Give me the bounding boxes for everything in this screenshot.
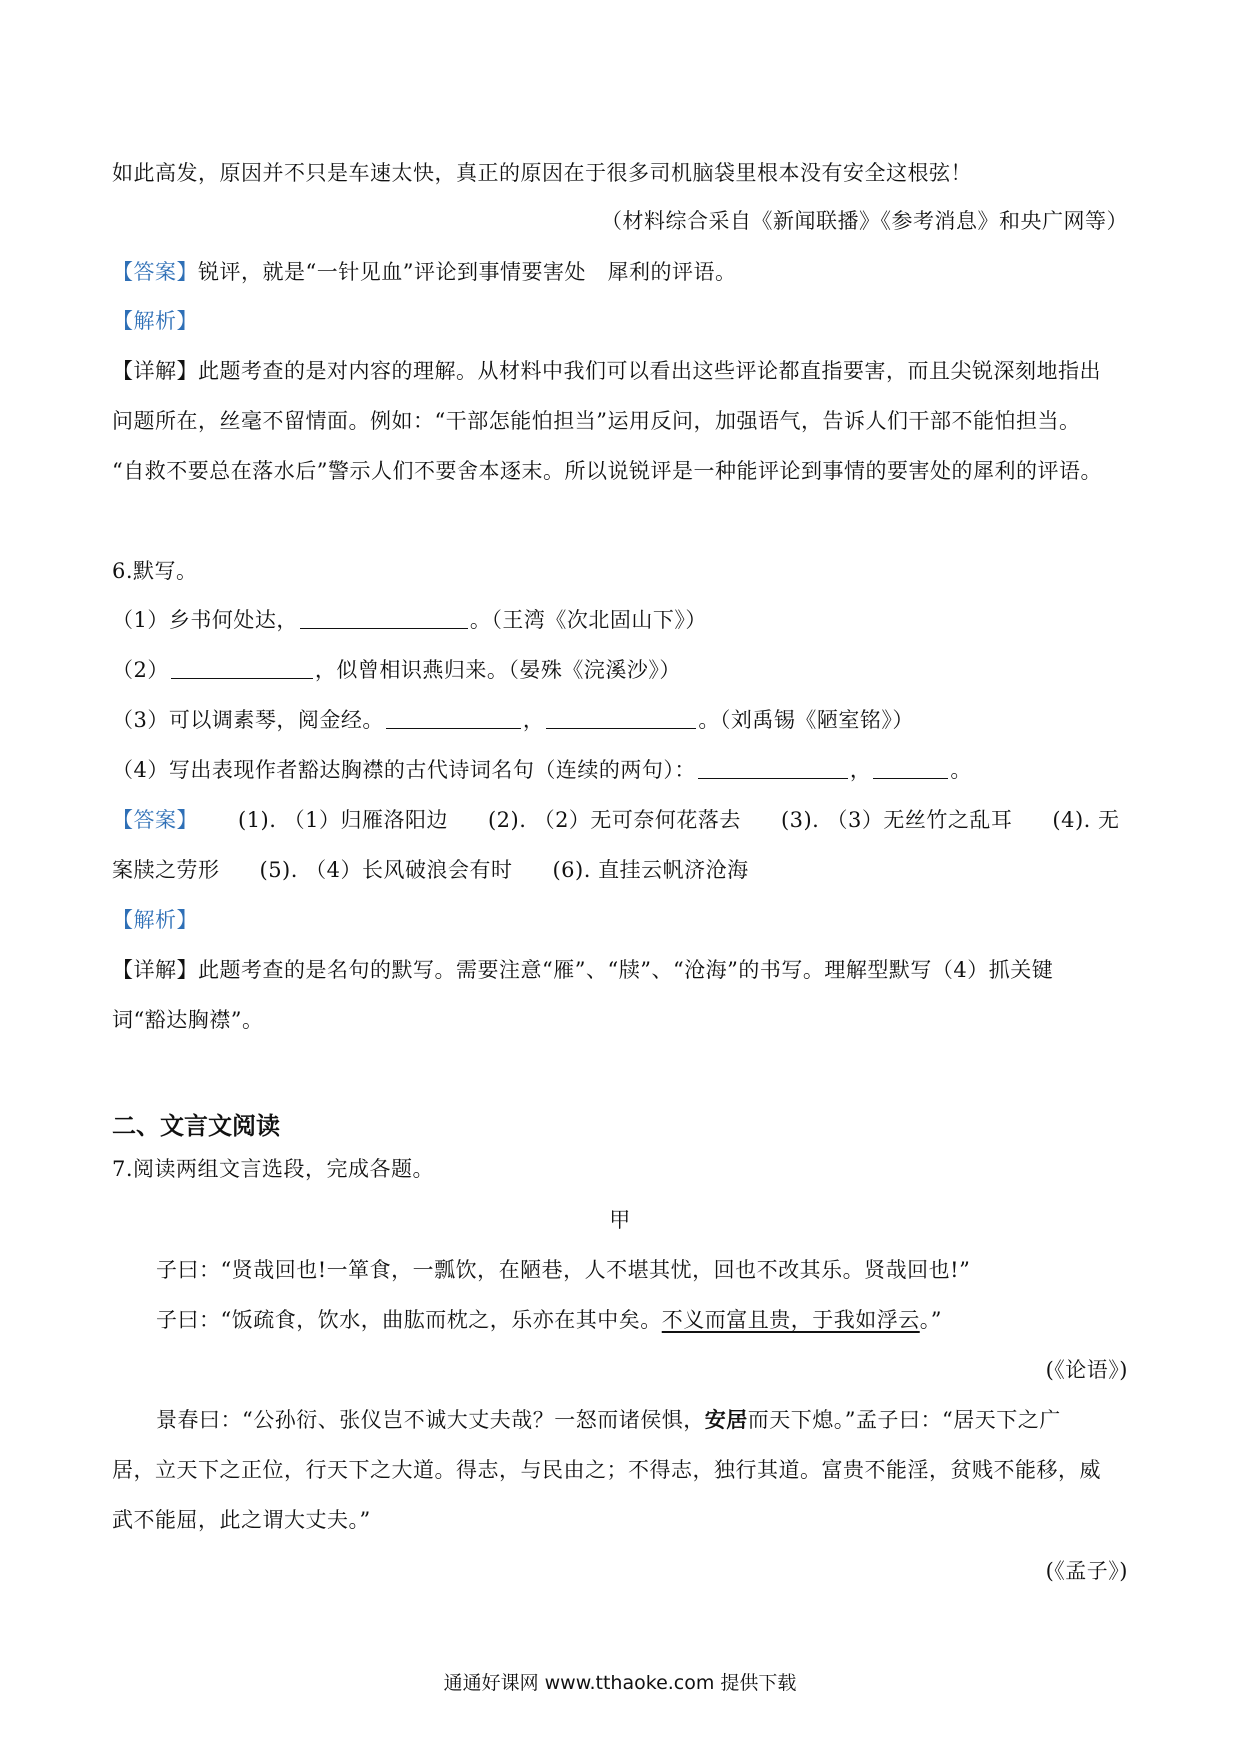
item-text: 。（王湾《次北固山下》）: [469, 608, 707, 632]
detail-line: [112, 356, 1101, 386]
passage-text: 。”: [919, 1308, 942, 1332]
passage-line: 居，立天下之正位，行天下之大道。得志，与民由之；不得志，独行其道。富贵不能淫，贫贱不能移，威: [112, 1458, 1101, 1482]
passage-text: 而天下熄。”孟子曰：“居天下之广: [747, 1408, 1061, 1432]
answer-line: [112, 257, 736, 287]
analysis-tag: 【解析】: [112, 908, 198, 932]
item-text: 。: [950, 758, 972, 782]
source-line: (《论语》): [1045, 1358, 1128, 1382]
item-text: （2）: [112, 658, 169, 682]
passage-line: [156, 1405, 1061, 1435]
question-item: [112, 705, 914, 735]
answer-text: 锐评，就是“一针见血”评论到事情要害处 犀利的评语。: [198, 260, 737, 284]
item-text: （3）可以调素琴，阅金经。: [112, 708, 384, 732]
question-item: [112, 655, 681, 685]
passage-text: 景春曰：“公孙衍、张仪岂不诚大丈夫哉？一怒而诸侯惧，: [156, 1408, 705, 1432]
detail-text: 此题考查的是名句的默写。需要注意“雁”、“牍”、“沧海”的书写。理解型默写（4）抓关键: [198, 958, 1054, 982]
detail-line: [112, 955, 1053, 985]
analysis-tag: 【解析】: [112, 309, 198, 333]
answer-part: (6). 直挂云帆济沧海: [552, 858, 749, 882]
source-line: （材料综合采自《新闻联播》《参考消息》和央广网等）: [601, 209, 1128, 233]
item-text: （4）写出表现作者豁达胸襟的古代诗词名句（连续的两句）：: [112, 758, 696, 782]
answer-part: (4). 无: [1052, 808, 1120, 832]
passage-line: 子曰：“贤哉回也!一箪食，一瓢饮，在陋巷，人不堪其忧，回也不改其乐。贤哉回也!”: [156, 1258, 971, 1282]
passage-text: 子曰：“饭疏食，饮水，曲肱而枕之，乐亦在其中矣。: [156, 1308, 662, 1332]
item-text: 。（刘禹锡《陋室铭》）: [698, 708, 914, 732]
detail-tag: 【详解】: [112, 359, 198, 383]
answer-blank[interactable]: [171, 658, 313, 679]
answer-part: 案牍之劳形: [112, 858, 220, 882]
passage-label: 甲: [609, 1208, 631, 1232]
detail-line: “自救不要总在落水后”警示人们不要舍本逐末。所以说锐评是一种能评论到事情的要害处的犀利的评语。: [112, 459, 1102, 483]
underlined-sentence: 不义而富且贵，于我如浮云: [661, 1308, 920, 1332]
item-text: ，: [522, 708, 545, 732]
answer-tag: 【答案】: [112, 260, 198, 284]
answer-line: [112, 805, 1120, 835]
answer-part: (1). （1）归雁洛阳边: [238, 808, 448, 832]
question-title: 7.阅读两组文言选段，完成各题。: [112, 1157, 435, 1181]
answer-blank[interactable]: [386, 708, 521, 729]
passage-line: [156, 1305, 942, 1335]
question-title: 6.默写。: [112, 559, 198, 583]
item-text: ，似曾相识燕归来。（晏殊《浣溪沙》）: [314, 658, 681, 682]
question-item: [112, 605, 707, 635]
question-item: [112, 755, 972, 785]
answer-tag: 【答案】: [112, 808, 198, 832]
answer-blank[interactable]: [698, 758, 848, 779]
answer-part: (5). （4）长风破浪会有时: [259, 858, 513, 882]
source-line: (《孟子》): [1045, 1559, 1128, 1583]
answer-blank[interactable]: [546, 708, 696, 729]
answer-blank[interactable]: [873, 758, 948, 779]
detail-text: 此题考查的是对内容的理解。从材料中我们可以看出这些评论都直指要害，而且尖锐深刻地指出: [198, 359, 1101, 383]
section-heading: 二、文言文阅读: [112, 1112, 280, 1140]
answer-line: [112, 855, 749, 885]
text-line: 如此高发，原因并不只是车速太快，真正的原因在于很多司机脑袋里根本没有安全这根弦！: [112, 161, 972, 185]
answer-part: (2). （2）无可奈何花落去: [487, 808, 741, 832]
page-footer: 通通好课网 www.tthaoke.com 提供下载: [443, 1672, 797, 1694]
passage-line: 武不能屈，此之谓大丈夫。”: [112, 1508, 371, 1532]
answer-blank[interactable]: [300, 608, 468, 629]
detail-line: 词“豁达胸襟”。: [112, 1008, 264, 1032]
detail-tag: 【详解】: [112, 958, 198, 982]
item-text: ，: [849, 758, 872, 782]
detail-line: 问题所在，丝毫不留情面。例如：“干部怎能怕担当”运用反问，加强语气，告诉人们干部不能怕担当。: [112, 409, 1081, 433]
bold-word: 安居: [704, 1407, 748, 1432]
answer-part: (3). （3）无丝竹之乱耳: [780, 808, 1013, 832]
item-text: （1）乡书何处达，: [112, 608, 298, 632]
